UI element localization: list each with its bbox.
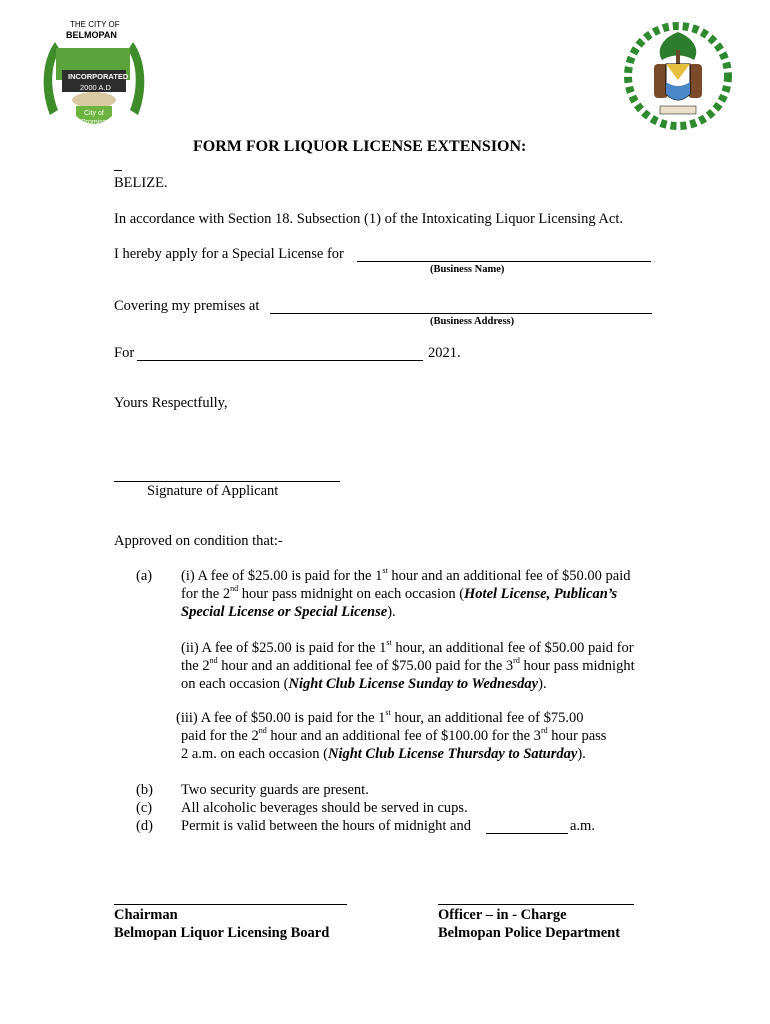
for-year: 2021. <box>428 345 461 361</box>
condition-d-text: Permit is valid between the hours of midnight and <box>181 818 471 834</box>
chairman-org: Belmopan Liquor Licensing Board <box>114 925 330 941</box>
covering-prefix: Covering my premises at <box>114 298 260 314</box>
condition-a-ii-line1: (ii) A fee of $25.00 is paid for the 1st hour, an additional fee of $50.00 paid for <box>181 638 634 656</box>
condition-a-marker: (a) <box>136 568 153 584</box>
condition-a-iii-line2: paid for the 2nd hour and an additional fee of $100.00 for the 3rd hour pass <box>181 726 607 744</box>
condition-c-marker: (c) <box>136 800 153 816</box>
condition-a-i-line1: (i) A fee of $25.00 is paid for the 1st hour and an additional fee of $50.00 paid <box>181 566 631 584</box>
logo-motto-line2: Promise <box>81 119 107 126</box>
officer-title: Officer – in - Charge <box>438 907 567 923</box>
officer-org: Belmopan Police Department <box>438 925 621 941</box>
form-title: FORM FOR LIQUOR LICENSE EXTENSION: <box>193 138 527 155</box>
logo-date-text: 2000 A.D <box>80 83 111 92</box>
for-period-field[interactable] <box>137 360 423 361</box>
officer-signature-line[interactable] <box>438 904 634 905</box>
title-underline-mark <box>114 170 122 171</box>
condition-d-marker: (d) <box>136 818 153 834</box>
business-address-caption: (Business Address) <box>430 316 515 327</box>
closing-text: Yours Respectfully, <box>114 395 228 411</box>
for-prefix: For <box>114 345 135 361</box>
condition-a-iii-line1: (iii) A fee of $50.00 is paid for the 1st hour, an additional fee of $75.00 <box>176 708 584 726</box>
belize-coat-of-arms <box>624 20 732 132</box>
city-of-belmopan-logo <box>40 20 148 132</box>
condition-a-ii-line3: on each occasion (Night Club License Sunday to Wednesday). <box>181 676 547 692</box>
approved-heading: Approved on condition that:- <box>114 533 283 549</box>
signature-caption: Signature of Applicant <box>147 483 279 499</box>
logo-belmopan-text: BELMOPAN <box>66 30 117 40</box>
condition-b-text: Two security guards are present. <box>181 782 369 798</box>
condition-a-i-line3: Special License or Special License). <box>181 604 396 620</box>
business-address-field[interactable] <box>270 313 652 314</box>
condition-d-suffix: a.m. <box>570 818 595 834</box>
chairman-signature-line[interactable] <box>114 904 347 905</box>
signature-line[interactable] <box>114 481 340 482</box>
accordance-statement: In accordance with Section 18. Subsection (1) of the Intoxicating Liquor Licensing Act. <box>114 211 623 227</box>
apply-prefix: I hereby apply for a Special License for <box>114 246 344 262</box>
logo-motto-line1: City of <box>84 110 104 117</box>
condition-a-iii-line3: 2 a.m. on each occasion (Night Club License Thursday to Saturday). <box>181 746 586 762</box>
condition-a-i-line2: for the 2nd hour pass midnight on each occasion (Hotel License, Publican’s <box>181 584 618 602</box>
logo-city-of-text: THE CITY OF <box>70 20 120 29</box>
country-line: BELIZE. <box>114 175 168 191</box>
business-name-caption: (Business Name) <box>430 264 505 275</box>
business-name-field[interactable] <box>357 261 651 262</box>
condition-d-hour-field[interactable] <box>486 833 568 834</box>
logo-incorporated-text: INCORPORATED <box>68 72 129 81</box>
chairman-title: Chairman <box>114 907 178 923</box>
condition-a-ii-line2: the 2nd hour and an additional fee of $75.00 paid for the 3rd hour pass midnight <box>181 656 635 674</box>
condition-b-marker: (b) <box>136 782 153 798</box>
condition-c-text: All alcoholic beverages should be served in cups. <box>181 800 468 816</box>
